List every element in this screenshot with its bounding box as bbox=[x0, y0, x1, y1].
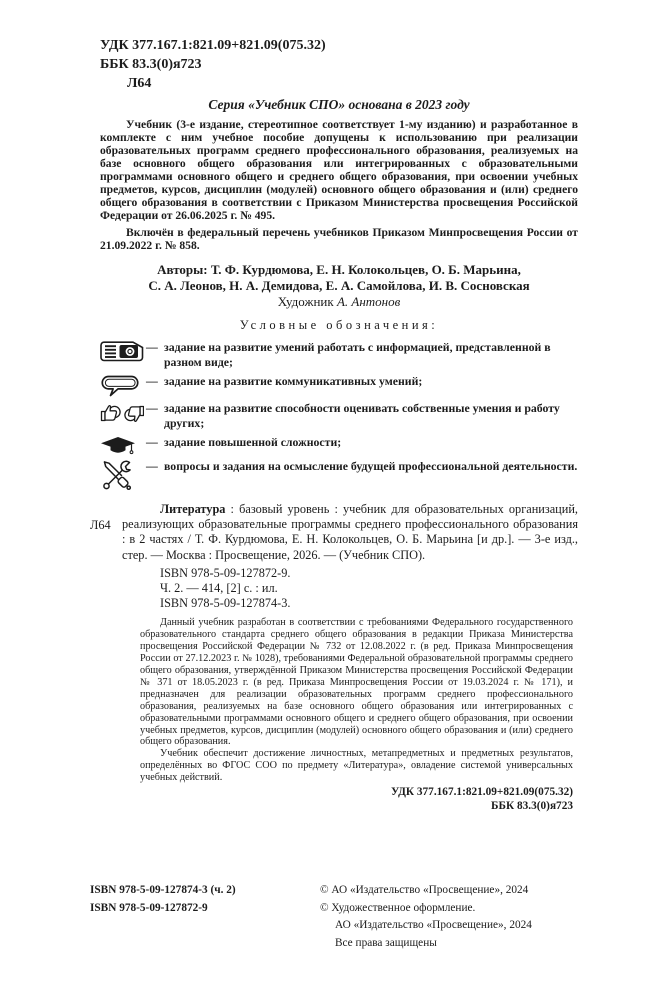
legend-dash: — bbox=[146, 401, 158, 415]
annotation-block bbox=[140, 617, 573, 784]
catalog-description bbox=[100, 502, 578, 563]
legend-title: Условные обозначения: bbox=[239, 318, 439, 332]
inclusion-paragraph: Включён в федеральный перечень учебников Приказом Минпросвещения России от 21.09.2022 г. № 858. bbox=[100, 226, 578, 252]
catalog-description-rest: : базовый уровень : учебник для образовательных организаций, реализующих образовательные программы среднего профессионального образования : в 2 частях / Т. Ф. Курдюмова, Е. Н. Колокольцев, О. Б. Марьина [и др.]. — 3-е изд., стер. — Москва : Просвещение, 2026. — (Учебник СПО). bbox=[122, 502, 578, 562]
footer-isbn-full: ISBN 978-5-09-127872-9 bbox=[90, 901, 208, 914]
authors-line-1: Авторы: Т. Ф. Курдюмова, Е. Н. Колокольцев, О. Б. Марьина, bbox=[157, 262, 521, 277]
copyright-line-2: © Художественное оформление. bbox=[320, 901, 476, 914]
isbn-line-1: ISBN 978-5-09-127872-9. bbox=[160, 565, 291, 580]
speech-bubble-icon bbox=[100, 374, 146, 397]
legend-dash: — bbox=[146, 459, 158, 473]
isbn-line-2: ISBN 978-5-09-127874-3. bbox=[160, 596, 291, 611]
copyright-line-4: Все права защищены bbox=[335, 936, 437, 949]
legend-item-label: задание на развитие способности оценивать собственные умения и работу других; bbox=[164, 401, 560, 430]
legend-item-label: задание на развитие коммуникативных умений; bbox=[164, 374, 423, 388]
legend-item-communication bbox=[100, 374, 578, 397]
udk-line: УДК 377.167.1:821.09+821.09(075.32) bbox=[100, 38, 326, 53]
artist-line bbox=[100, 294, 578, 310]
legend-item-evaluation bbox=[100, 401, 578, 431]
legend-item-information bbox=[100, 340, 578, 370]
thumbs-up-down-icon bbox=[100, 401, 146, 425]
top-classification-codes bbox=[100, 0, 578, 93]
part-line: Ч. 2. — 414, [2] с. : ил. bbox=[160, 581, 278, 596]
catalog-title: Литература bbox=[160, 502, 226, 516]
info-media-icon bbox=[100, 340, 146, 362]
legend-item-advanced bbox=[100, 435, 578, 455]
copyright-line-1: © АО «Издательство «Просвещение», 2024 bbox=[320, 884, 529, 896]
main-column bbox=[90, 0, 578, 813]
catalog-entry bbox=[90, 502, 578, 563]
udk-bottom-line: УДК 377.167.1:821.09+821.09(075.32) bbox=[390, 786, 573, 799]
authors-block bbox=[100, 262, 578, 294]
footer bbox=[90, 882, 635, 952]
author-sign-code: Л64 bbox=[127, 76, 152, 91]
isbn-block bbox=[160, 566, 578, 612]
copyright-line-3: АО «Издательство «Просвещение», 2024 bbox=[335, 919, 532, 931]
bbk-bottom-line: ББК 83.3(0)я723 bbox=[491, 799, 573, 812]
legend-item-profession bbox=[100, 459, 578, 491]
annotation-paragraph-1: Данный учебник разработан в соответствии с требованиями Федерального государственного образовательного стандарта среднего общего образования в редакции Приказа Министерства просвещения Российской Федерации № 732 от 12.08.2022 г. (в ред. Приказа Минпросвещения России от 27.12.2023 г. № 1028), требованиями Федеральной образовательной программы среднего общего образования, утверждённой Приказом Министерства просвещения Российской Федерации № 371 от 18.05.2023 г. (в ред. Приказа Минпросвещения России от 19.03.2024 г. № 171), и предназначен для реализации образовательных программ среднего профессионального образования, реализуемых на базе основного общего образования или интегрированных с образовательными программами основного общего и среднего общего образования, при освоении учебных предметов, курсов, дисциплин (модулей) основного общего образования и (или) среднего общего образования. bbox=[140, 617, 573, 748]
tools-icon bbox=[100, 459, 146, 491]
legend-item-label: задание повышенной сложности; bbox=[164, 435, 342, 449]
legend-item-label: задание на развитие умений работать с информацией, представленной в разном виде; bbox=[164, 340, 551, 369]
graduation-cap-icon bbox=[100, 435, 146, 455]
catalog-code: Л64 bbox=[90, 518, 111, 532]
footer-copyright bbox=[320, 882, 532, 952]
series-line: Серия «Учебник СПО» основана в 2023 году bbox=[208, 97, 470, 112]
artist-label: Художник bbox=[277, 294, 337, 309]
footer-isbns bbox=[90, 882, 320, 952]
footer-isbn-part: ISBN 978-5-09-127874-3 (ч. 2) bbox=[90, 884, 236, 896]
legend-dash: — bbox=[146, 435, 158, 449]
bottom-classification-codes bbox=[140, 786, 573, 813]
annotation-paragraph-2: Учебник обеспечит достижение личностных, метапредметных и предметных результатов, определённых во ФГОС СОО по предмету «Литература», овладение системой универсальных учебных действий. bbox=[140, 748, 573, 784]
legend-dash: — bbox=[146, 374, 158, 388]
bbk-line: ББК 83.3(0)я723 bbox=[100, 57, 202, 72]
legend-item-label: вопросы и задания на осмысление будущей профессиональной деятельности. bbox=[164, 459, 578, 473]
legend-dash: — bbox=[146, 340, 158, 354]
artist-name: А. Антонов bbox=[336, 294, 401, 309]
legend-list bbox=[100, 340, 578, 491]
approval-paragraph: Учебник (3-е издание, стереотипное соответствует 1-му изданию) и разработанное в комплекте с ним учебное пособие допущены к использованию при реализации образовательных программ среднего профессионального образования, реализуемых на базе основного общего образования или интегрированных с образовательными программами основного общего и среднего общего образования, при освоении учебных предметов, курсов, дисциплин (модулей) основного общего образования и (или) среднего общего образования в соответствии с Приказом Министерства просвещения Российской Федерации от 26.06.2025 г. № 495. bbox=[100, 118, 578, 222]
authors-line-2: С. А. Леонов, Н. А. Демидова, Е. А. Самойлова, И. В. Сосновская bbox=[148, 278, 530, 293]
